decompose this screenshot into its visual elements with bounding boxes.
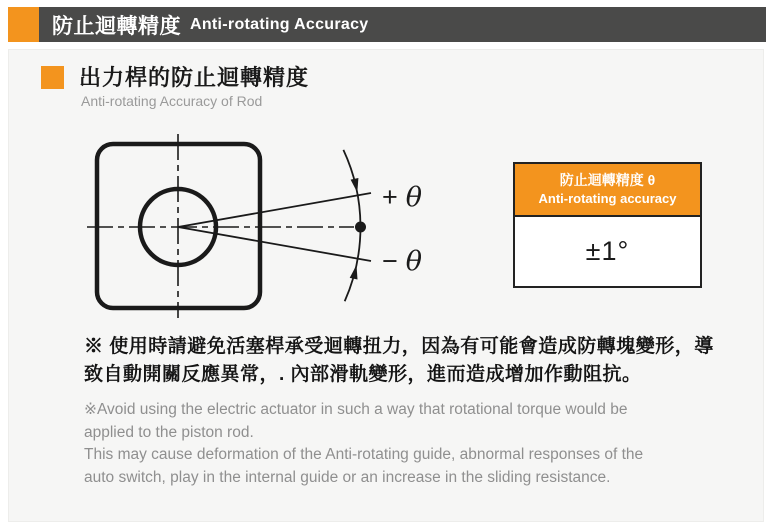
section-header-bar [8, 7, 766, 42]
warning-note-zh-line1: ※ 使用時請避免活塞桿承受迴轉扭力，因為有可能會造成防轉塊變形，導 [84, 336, 714, 357]
content-panel [8, 49, 764, 522]
warning-note-en [84, 399, 724, 489]
minus-theta-line [178, 227, 371, 261]
warning-note-en-line2: applied to the piston rod. [84, 423, 254, 441]
section-subtitle: Anti-rotating Accuracy of Rod [81, 93, 263, 109]
header-title-zh: 防止迴轉精度 [52, 14, 181, 38]
spec-table-value: ±1° [585, 236, 630, 266]
section-bullet-square [41, 66, 64, 89]
minus-theta-label: − θ [382, 246, 423, 277]
warning-note-zh-line2: 致自動開關反應異常，. 內部滑軌變形，進而造成增加作動阻抗。 [84, 364, 642, 385]
warning-note-en-line3: This may cause deformation of the Anti-rotating guide, abnormal responses of the [84, 446, 644, 463]
header-title-en: Anti-rotating Accuracy [190, 15, 369, 33]
spec-table-header-en: Anti-rotating accuracy [538, 191, 677, 206]
header-titles [39, 7, 368, 42]
accuracy-spec-table [513, 162, 702, 288]
warning-note-en-line4: auto switch, play in the internal guide or an increase in the sliding resistance. [84, 468, 611, 486]
section-title: 出力桿的防止迴轉精度 [79, 65, 310, 90]
arc-arrowhead-top [351, 178, 359, 193]
warning-note-zh [84, 333, 732, 389]
plus-theta-label: + θ [382, 182, 423, 213]
warning-note-en-line1: ※Avoid using the electric actuator in such a way that rotational torque would be [84, 401, 628, 418]
arc-arrowhead-bottom [350, 265, 358, 280]
spec-table-header-zh: 防止迴轉精度 θ [559, 172, 656, 188]
plus-theta-line [178, 193, 371, 227]
reference-dot [355, 222, 366, 233]
spec-table-header [515, 164, 700, 217]
header-accent-square [8, 7, 39, 42]
anti-rotation-diagram [71, 126, 451, 324]
